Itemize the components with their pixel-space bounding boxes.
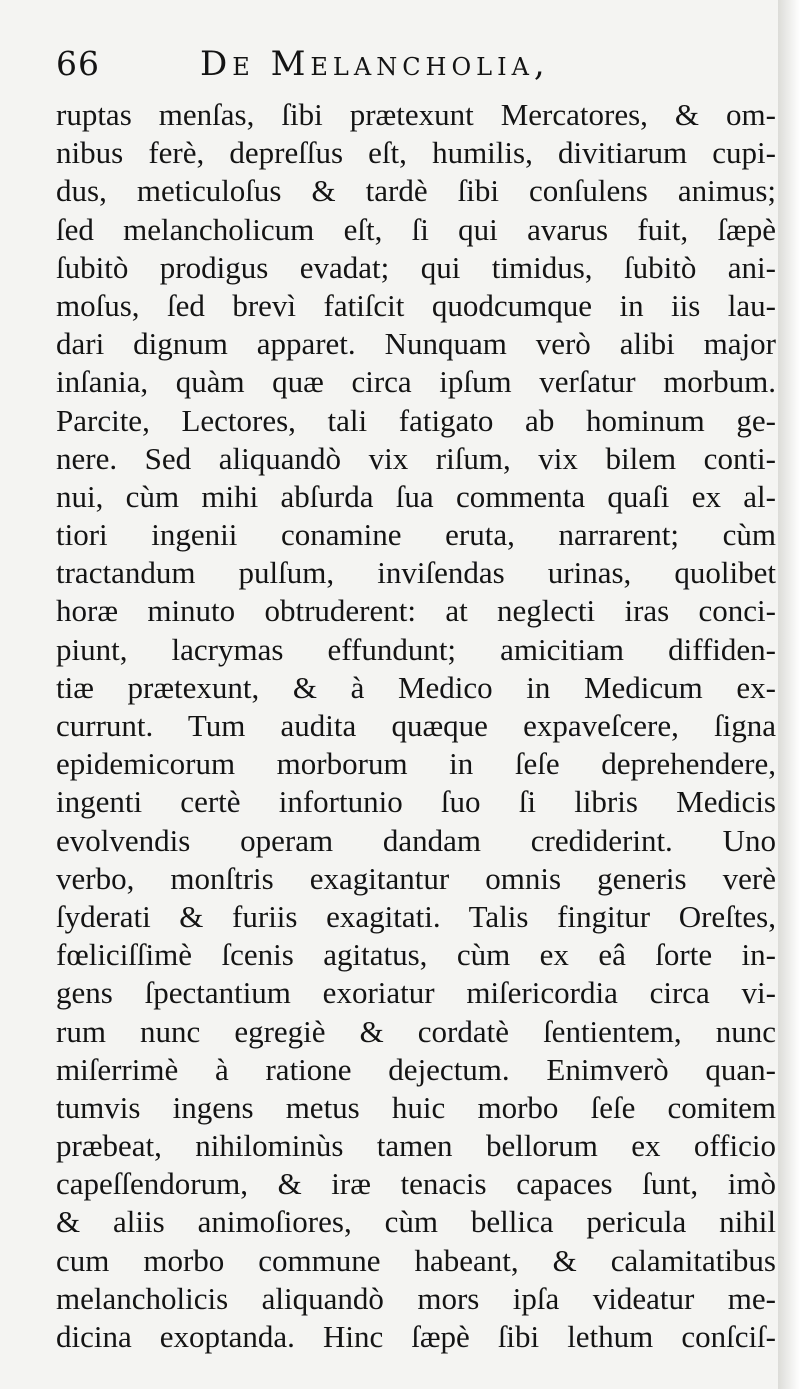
text-line: melancholicis aliquandò mors ipſa videatur me- xyxy=(56,1280,776,1316)
text-line: inſania, quàm quæ circa ipſum verſatur morbum. xyxy=(56,364,776,400)
text-line: miſerrimè à ratione dejectum. Enimverò quan- xyxy=(56,1051,776,1087)
text-line: moſus, ſed brevì fatiſcit quodcumque in iis lau- xyxy=(56,287,776,323)
text-line: ruptas menſas, ſibi prætexunt Mercatores, & om- xyxy=(56,97,776,132)
text-line: epidemicorum morborum in ſeſe deprehendere, xyxy=(56,746,776,782)
text-line: dicina exoptanda. Hinc ſæpè ſibi lethum conſciſ- xyxy=(56,1319,776,1354)
text-line: ſyderati & furiis exagitati. Talis fingitur Oreſtes, xyxy=(56,898,776,934)
text-line: nui, cùm mihi abſurda ſua commenta quaſi ex al- xyxy=(56,478,776,514)
text-line: cum morbo commune habeant, & calamitatibus xyxy=(56,1242,776,1278)
text-line: tiori ingenii conamine eruta, narrarent; cùm xyxy=(56,517,776,553)
text-line: ſubitò prodigus evadat; qui timidus, ſubitò ani- xyxy=(56,249,776,285)
text-line: tumvis ingens metus huic morbo ſeſe comitem xyxy=(56,1089,776,1125)
text-line: evolvendis operam dandam crediderint. Uno xyxy=(56,822,776,858)
text-line: dus, meticuloſus & tardè ſibi conſulens animus; xyxy=(56,173,776,209)
page-edge xyxy=(778,0,800,1389)
text-line: fœliciſſimè ſcenis agitatus, cùm ex eâ ſorte in- xyxy=(56,937,776,973)
text-line: ingenti certè infortunio ſuo ſi libris Medicis xyxy=(56,784,776,820)
text-line: capeſſendorum, & iræ tenacis capaces ſunt, imò xyxy=(56,1166,776,1202)
text-line: præbeat, nihilominùs tamen bellorum ex officio xyxy=(56,1128,776,1164)
text-line: gens ſpectantium exoriatur miſericordia circa vi- xyxy=(56,975,776,1011)
text-line: verbo, monſtris exagitantur omnis generis verè xyxy=(56,860,776,896)
text-line: ſed melancholicum eſt, ſi qui avarus fuit, ſæpè xyxy=(56,211,776,247)
text-line: rum nunc egregiè & cordatè ſentientem, nunc xyxy=(56,1013,776,1049)
text-line: nibus ferè, depreſſus eſt, humilis, divitiarum cupi- xyxy=(56,135,776,171)
body-text xyxy=(56,96,776,1356)
text-line: currunt. Tum audita quæque expaveſcere, ſigna xyxy=(56,708,776,743)
page-header xyxy=(56,44,756,92)
text-line: dari dignum apparet. Nunquam verò alibi major xyxy=(56,326,776,362)
text-line: tiæ prætexunt, & à Medico in Medicum ex- xyxy=(56,669,776,705)
text-line: nere. Sed aliquandò vix riſum, vix bilem conti- xyxy=(56,440,776,476)
text-line: piunt, lacrymas effundunt; amicitiam diffiden- xyxy=(56,631,776,667)
text-line: & aliis animoſiores, cùm bellica pericula nihil xyxy=(56,1204,776,1240)
text-line: Parcite, Lectores, tali fatigato ab hominum ge- xyxy=(56,402,776,438)
text-line: horæ minuto obtruderent: at neglecti iras conci- xyxy=(56,593,776,629)
text-line: tractandum pulſum, inviſendas urinas, quolibet xyxy=(56,555,776,591)
page-number: 66 xyxy=(56,44,100,83)
running-head: De Melancholia, xyxy=(200,44,550,84)
